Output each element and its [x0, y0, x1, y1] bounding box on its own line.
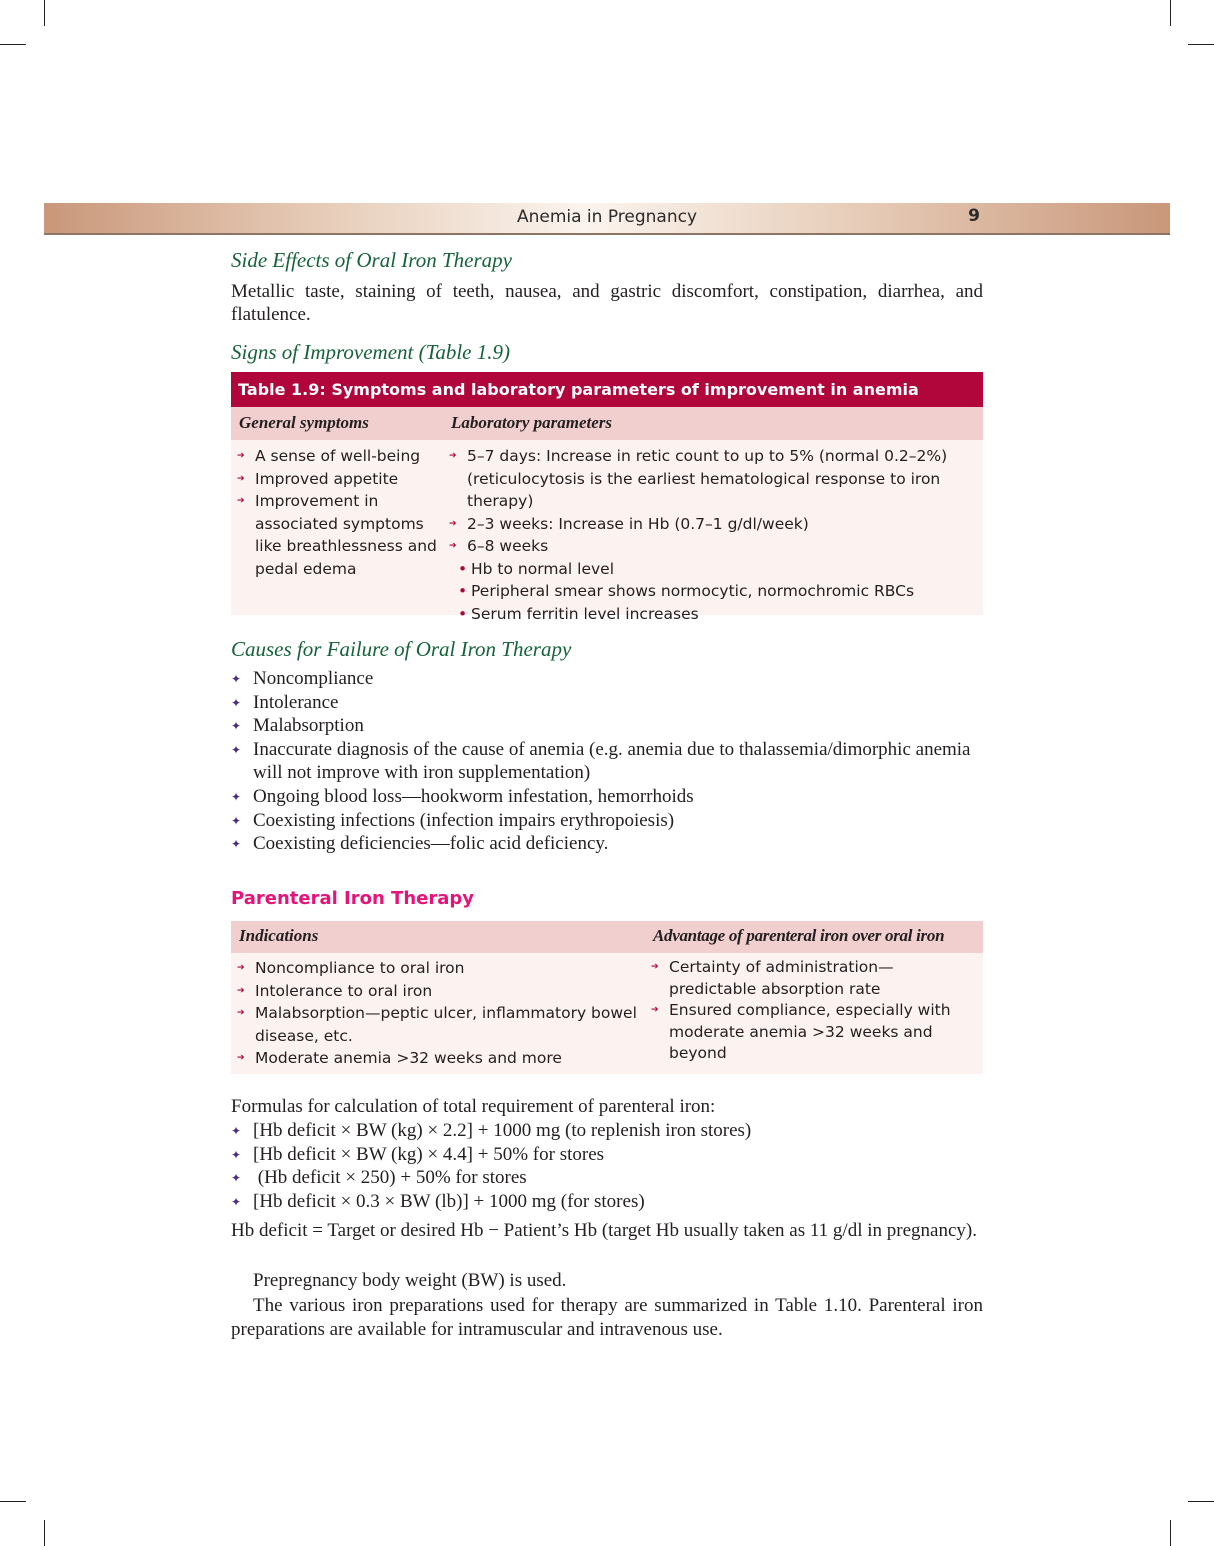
table-1-9-col2 [449, 445, 979, 625]
crop-mark [0, 1501, 26, 1502]
list-item: ➔ Improvement in associated symptoms like breathlessness and pedal edema [237, 490, 445, 580]
crop-mark [1188, 1501, 1214, 1502]
list-item: ✦ Malabsorption [231, 714, 991, 738]
formula-item: ✦ [Hb deficit × BW (kg) × 2.2] + 1000 mg (to replenish iron stores) [231, 1119, 991, 1143]
list-item: ✦ Coexisting deficiencies—folic acid deficiency. [231, 832, 991, 856]
sub-list-item: • Hb to normal level [449, 558, 979, 581]
parenteral-col2-header: Advantage of parenteral iron over oral iron [653, 926, 945, 945]
table-1-9-col1 [237, 445, 445, 580]
parenteral-col2 [651, 957, 979, 1065]
crop-mark [0, 44, 26, 45]
list-item: ➔ Moderate anemia >32 weeks and more [237, 1047, 645, 1070]
list-item: ✦ Noncompliance [231, 667, 991, 691]
list-item: ➔ Ensured compliance, especially with moderate anemia >32 weeks and beyond [651, 1000, 979, 1065]
page-number: 9 [968, 206, 980, 226]
summary-paragraph: The various iron preparations used for therapy are summarized in Table 1.10. Parenteral iron preparations are available for intramuscular and intravenous use. [231, 1295, 983, 1340]
parenteral-heading: Parenteral Iron Therapy [231, 888, 474, 909]
list-item: ✦ Ongoing blood loss—hookworm infestation, hemorrhoids [231, 785, 991, 809]
side-effects-heading: Side Effects of Oral Iron Therapy [231, 248, 512, 272]
list-item: ➔ Malabsorption—peptic ulcer, inflammatory bowel disease, etc. [237, 1002, 645, 1047]
failure-heading: Causes for Failure of Oral Iron Therapy [231, 637, 572, 661]
list-item: ➔ Intolerance to oral iron [237, 980, 645, 1003]
list-item: ➔ A sense of well-being [237, 445, 445, 468]
parenteral-table-header-row [231, 921, 983, 953]
crop-mark [1188, 44, 1214, 45]
parenteral-table-body [231, 953, 983, 1074]
running-header [44, 203, 1170, 235]
weight-note: Prepregnancy body weight (BW) is used. [253, 1270, 567, 1291]
crop-mark [44, 1520, 45, 1546]
improvement-heading: Signs of Improvement (Table 1.9) [231, 340, 510, 364]
hb-deficit-definition: Hb deficit = Target or desired Hb − Patient’s Hb (target Hb usually taken as 11 g/dl in pregnancy). [231, 1220, 977, 1241]
list-item: ✦ Inaccurate diagnosis of the cause of anemia (e.g. anemia due to thalassemia/dimorphic anemia will not improve with iron supplementation) [231, 738, 991, 785]
crop-mark [1170, 1520, 1171, 1546]
list-item: ➔ Improved appetite [237, 468, 445, 491]
list-item: ➔ Certainty of administration—predictable absorption rate [651, 957, 979, 1000]
list-item: ➔ 6–8 weeks [449, 535, 979, 558]
table-1-9-title: Table 1.9: Symptoms and laboratory parameters of improvement in anemia [231, 372, 983, 407]
failure-list [231, 667, 991, 856]
table-1-9-col2-header: Laboratory parameters [451, 413, 613, 432]
formula-item: ✦ (Hb deficit × 250) + 50% for stores [231, 1166, 991, 1190]
crop-mark [44, 0, 45, 26]
table-1-9-col1-header: General symptoms [239, 413, 369, 432]
table-1-9-body [231, 440, 983, 623]
formulas-list [231, 1119, 991, 1213]
crop-mark [1170, 0, 1171, 26]
running-header-title: Anemia in Pregnancy [516, 207, 698, 227]
formula-item: ✦ [Hb deficit × BW (kg) × 4.4] + 50% for stores [231, 1143, 991, 1167]
side-effects-text: Metallic taste, staining of teeth, nausea, and gastric discomfort, constipation, diarrhea, and flatulence. [231, 281, 983, 325]
list-item: ➔ 2–3 weeks: Increase in Hb (0.7–1 g/dl/week) [449, 513, 979, 536]
list-item: ➔ Noncompliance to oral iron [237, 957, 645, 980]
formula-item: ✦ [Hb deficit × 0.3 × BW (lb)] + 1000 mg (for stores) [231, 1190, 991, 1214]
list-item: ➔ 5–7 days: Increase in retic count to up to 5% (normal 0.2–2%) (reticulocytosis is the earliest hematological response to iron therapy) [449, 445, 979, 513]
list-item: ✦ Coexisting infections (infection impairs erythropoiesis) [231, 809, 991, 833]
sub-list-item: • Serum ferritin level increases [449, 603, 979, 626]
table-1-9-header-row [231, 407, 983, 440]
parenteral-col1 [237, 957, 645, 1070]
sub-list-item: • Peripheral smear shows normocytic, normochromic RBCs [449, 580, 979, 603]
parenteral-col1-header: Indications [239, 926, 319, 945]
formulas-intro: Formulas for calculation of total requirement of parenteral iron: [231, 1096, 716, 1117]
list-item: ✦ Intolerance [231, 691, 991, 715]
